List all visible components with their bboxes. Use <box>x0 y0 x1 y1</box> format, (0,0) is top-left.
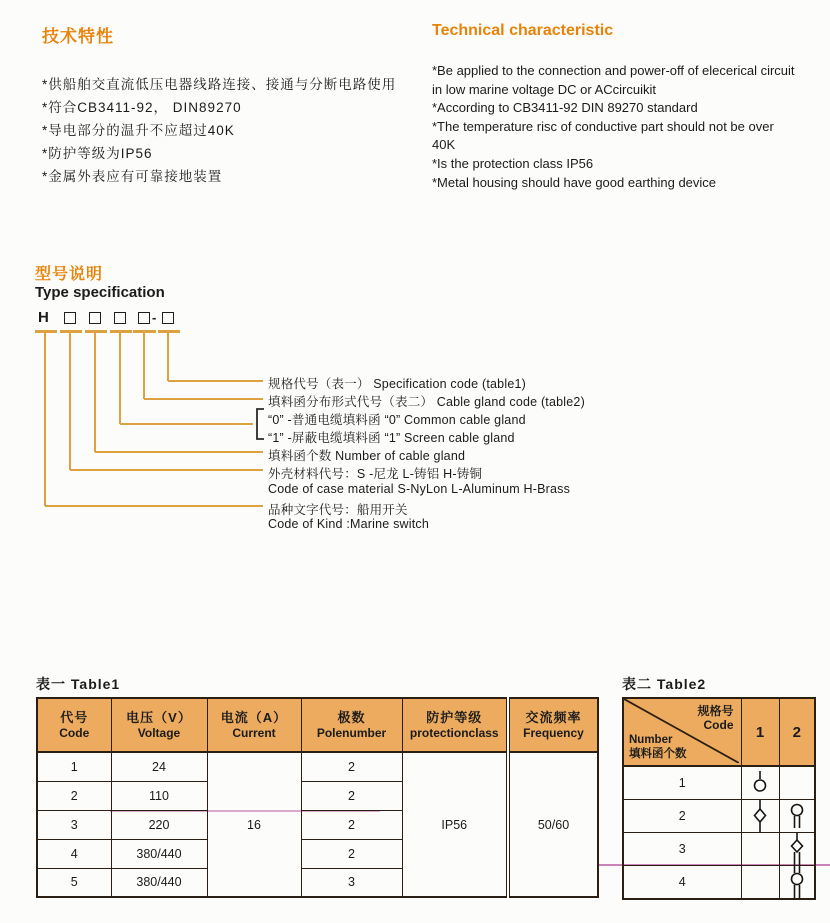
table2-title: 表二 Table2 <box>622 676 707 692</box>
code-prefix: H <box>38 309 49 326</box>
bracket-glyph <box>257 409 264 439</box>
table1-header-protectionclass: 防护等级 protectionclass <box>402 698 508 752</box>
type-spec-heading-cn: 型号说明 <box>35 266 104 283</box>
tech-en-line: 40K <box>432 137 456 153</box>
gland-symbol-cell <box>741 799 779 832</box>
table1-cell: 3 <box>301 868 402 897</box>
table2 <box>622 697 816 900</box>
table1-cell: 2 <box>301 810 402 839</box>
table2-corner-bottom: Number 填料函个数 <box>629 734 687 760</box>
gland-symbol-cell <box>741 766 779 799</box>
gland-symbol-cell <box>779 799 815 832</box>
tech-cn-heading: 技术特性 <box>42 27 114 46</box>
gland-symbol-cell <box>779 865 815 899</box>
tech-cn-bullet: *金属外表应有可靠接地装置 <box>42 169 223 184</box>
table1-cell: 24 <box>111 752 207 781</box>
table1-cell: 2 <box>301 752 402 781</box>
callout-material-cn: 外壳材料代号：S -尼龙 L-铸铝 H-铸铜 <box>268 467 483 481</box>
gland-symbol-cell <box>779 832 815 865</box>
table1-header-frequency: 交流频率 Frequency <box>508 698 598 752</box>
table1-cell: 2 <box>301 781 402 810</box>
tech-en-line: *According to CB3411-92 DIN 89270 standard <box>432 100 698 116</box>
callout-gland-num: 填料函个数 Number of cable gland <box>268 449 466 463</box>
table2-corner-cell <box>623 698 741 766</box>
table1-cell-current: 16 <box>207 752 301 897</box>
callout-kind-en: Code of Kind :Marine switch <box>268 517 430 531</box>
table2-gland-count: 2 <box>623 799 741 832</box>
table2-col-2: 2 <box>779 698 815 766</box>
tech-en-line: *Be applied to the connection and power-off of elecerical circuit <box>432 63 795 78</box>
table2-col-1: 1 <box>741 698 779 766</box>
table1-cell: 1 <box>37 752 111 781</box>
table2-row <box>623 766 815 799</box>
table1-row <box>37 752 598 781</box>
table1-cell: 4 <box>37 839 111 868</box>
callout-kind-cn: 品种文字代号：船用开关 <box>268 503 408 517</box>
gland-symbol-cell <box>741 865 779 899</box>
tech-characteristics-en-section <box>432 22 795 192</box>
table1-cell-frequency: 50/60 <box>508 752 598 897</box>
tech-en-line: *The temperature risc of conductive part should not be over <box>432 118 774 134</box>
tech-en-line: *Metal housing should have good earthing device <box>432 174 717 190</box>
table1-cell: 2 <box>301 839 402 868</box>
callout-spec-code: 规格代号（表一） Specification code (table1) <box>268 377 526 391</box>
table1-cell: 3 <box>37 810 111 839</box>
table1-cell: 110 <box>111 781 207 810</box>
callout-gland-0: “0” -普通电缆填料函 “0” Common cable gland <box>268 413 526 427</box>
table1-cell: 380/440 <box>111 868 207 897</box>
table1-header-voltage: 电压（V） Voltage <box>111 698 207 752</box>
table2-gland-count: 1 <box>623 766 741 799</box>
gland-symbol-cell <box>779 766 815 799</box>
code-box-4 <box>138 312 150 324</box>
tech-cn-bullet: *符合CB3411-92， DIN89270 <box>42 100 242 115</box>
table2-corner-top: 规格号 Code <box>697 704 734 732</box>
tech-en-line: *Is the protection class IP56 <box>432 155 594 171</box>
table1-header-current: 电流（A） Current <box>207 698 301 752</box>
table1-header-polenumber: 极数 Polenumber <box>301 698 402 752</box>
code-box-3 <box>114 312 126 324</box>
callout-material-en: Code of case material S-NyLon L-Aluminum H-Brass <box>268 482 571 496</box>
gland-symbol-cell <box>741 832 779 865</box>
table2-row <box>623 865 815 899</box>
tech-en-line: in low marine voltage DC or ACcircuikit <box>432 81 656 97</box>
table2-gland-count: 3 <box>623 832 741 865</box>
table1 <box>36 697 599 898</box>
tech-cn-bullet: *供船舶交直流低压电器线路连接、接通与分断电路使用 <box>42 77 397 92</box>
code-box-5 <box>162 312 174 324</box>
table1-cell: 2 <box>37 781 111 810</box>
tech-cn-bullet: *防护等级为IP56 <box>42 146 153 161</box>
tech-en-heading: Technical characteristic <box>432 22 614 39</box>
table1-header-code: 代号 Code <box>37 698 111 752</box>
code-hyphen: - <box>152 310 157 325</box>
table2-row <box>623 832 815 865</box>
tech-characteristics-cn-section <box>42 22 396 188</box>
type-spec-heading-en: Type specification <box>35 284 165 301</box>
table1-cell: 380/440 <box>111 839 207 868</box>
table1-cell: 5 <box>37 868 111 897</box>
tech-cn-bullet: *导电部分的温升不应超过40K <box>42 123 235 138</box>
code-box-2 <box>89 312 101 324</box>
table2-gland-count: 4 <box>623 865 741 899</box>
table2-row <box>623 799 815 832</box>
table1-title: 表一 Table1 <box>36 676 121 692</box>
table1-cell-protection: IP56 <box>402 752 508 897</box>
model-code-row <box>38 309 238 327</box>
code-box-1 <box>64 312 76 324</box>
table1-cell: 220 <box>111 810 207 839</box>
callout-gland-1: “1” -屏蔽电缆填料函 “1” Screen cable gland <box>268 431 515 445</box>
callout-gland-code: 填料函分布形式代号（表二） Cable gland code (table2) <box>268 395 585 409</box>
